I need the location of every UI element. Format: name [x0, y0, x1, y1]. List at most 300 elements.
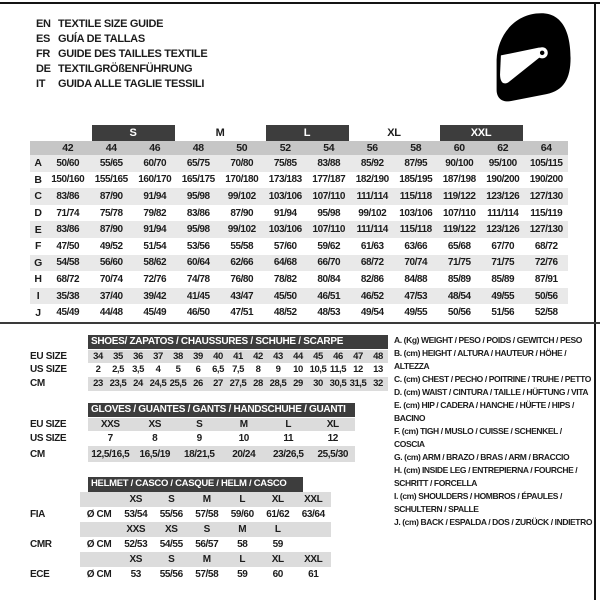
measurement-cell: 70/74: [404, 257, 428, 269]
measurement-cell: 119/122: [443, 224, 476, 236]
measurement-cell: 79/82: [143, 207, 167, 219]
gloves-cm-cell: 23/26,5: [272, 448, 304, 460]
gloves-size-table: [30, 403, 355, 462]
row-key-label: J: [35, 306, 41, 319]
measurement-cell: 103/106: [399, 207, 433, 219]
measurement-cell: 115/119: [530, 207, 563, 219]
gloves-us-cell: 12: [327, 433, 338, 444]
measurement-cell: 71/74: [56, 207, 80, 219]
shoes-us-cell: 13: [373, 364, 383, 376]
measurement-cell: 80/84: [317, 273, 341, 285]
size-header-cell: 64: [540, 142, 552, 154]
shoes-cm-cell: 27: [213, 378, 223, 389]
measurement-cell: 59/62: [317, 240, 341, 252]
shoes-eu-cell: 36: [133, 351, 143, 362]
measurement-cell: 87/95: [404, 157, 428, 169]
measurement-cell: 83/86: [186, 207, 210, 219]
shoes-eu-cell: 42: [253, 351, 263, 362]
table-row: [30, 255, 568, 272]
measurement-cell: 90/100: [445, 157, 474, 169]
cm-label: CM: [30, 377, 88, 391]
measurement-cell: 61/63: [360, 240, 384, 252]
size-group-l: L: [266, 125, 349, 141]
shoes-size-table: [30, 335, 388, 391]
standard-name-label: ECE: [30, 568, 50, 580]
shoes-cm-cell: 28,5: [269, 378, 287, 389]
helmet-size-cell: M: [202, 493, 211, 505]
size-header-cell: 60: [453, 142, 465, 154]
diameter-label: Ø CM: [86, 538, 112, 550]
measurement-cell: 57/60: [273, 240, 297, 252]
size-header-cell: 62: [497, 142, 509, 154]
gloves-cm-cell: 12,5/16,5: [91, 448, 130, 460]
shoes-cm-row: [30, 377, 388, 391]
shoes-eu-cell: 45: [313, 351, 323, 362]
shoes-cm-cell: 23,5: [109, 378, 127, 389]
standard-name-label: FIA: [30, 508, 45, 520]
measurement-cell: 85/89: [447, 273, 471, 285]
table-row: [30, 172, 568, 189]
helmet-size-table: [30, 477, 331, 582]
shoes-us-cell: 3,5: [132, 364, 144, 376]
measurement-cell: 70/74: [99, 273, 123, 285]
size-header-cell: 44: [105, 142, 117, 154]
measurement-cell: 127/130: [529, 224, 563, 236]
size-group-xxl: XXL: [440, 125, 523, 141]
row-key-label: C: [34, 190, 42, 203]
shoes-section-header: SHOES/ ZAPATOS / CHAUSSURES / SCHUHE / SCARPE: [88, 335, 388, 349]
gloves-us-row: [30, 431, 355, 446]
measurement-cell: 187/198: [442, 174, 476, 186]
measurement-cell: 87/90: [99, 224, 123, 236]
shoes-us-row: [30, 363, 388, 377]
legend-item: F. (cm) TIGH / MUSLO / CUISSE / SCHENKEL / COSCIA: [394, 426, 562, 449]
helmet-values-row: [30, 567, 331, 582]
measurement-cell: 83/88: [317, 157, 341, 169]
measurement-cell: 82/86: [360, 273, 384, 285]
gloves-us-cell: 7: [107, 433, 113, 444]
legend-item: A. (Kg) WEIGHT / PESO / POIDS / GEWITCH / PESO: [394, 335, 582, 345]
shoes-eu-cell: 37: [153, 351, 163, 362]
measurement-cell: 47/50: [56, 240, 80, 252]
measurement-cell: 53/56: [186, 240, 210, 252]
shoes-eu-cell: 47: [353, 351, 363, 362]
gloves-us-cell: 10: [238, 433, 249, 444]
shoes-us-cell: 6,5: [212, 364, 224, 376]
measurement-cell: 170/180: [225, 174, 259, 186]
table-row: [30, 238, 568, 255]
measurement-cell: 76/80: [230, 273, 254, 285]
gloves-eu-cell: L: [285, 419, 292, 430]
measurement-cell: 107/110: [443, 207, 476, 219]
measurement-cell: 50/56: [447, 307, 471, 319]
helmet-value-cell: 61/62: [266, 508, 290, 520]
helmet-value-cell: 63/64: [301, 508, 325, 520]
measurement-cell: 190/200: [486, 174, 520, 186]
helmet-size-cell: XS: [129, 553, 143, 565]
table-row: [30, 304, 568, 321]
size-group-m: M: [215, 127, 225, 139]
measurement-legend: [394, 334, 594, 529]
title-language-row: [36, 47, 207, 62]
measurement-cell: 47/53: [404, 290, 428, 302]
row-key-label: G: [34, 256, 42, 269]
group-spacer: [525, 125, 569, 141]
measurement-cell: 95/98: [186, 190, 210, 202]
helmet-value-cell: 52/53: [124, 538, 148, 550]
gloves-eu-cell: M: [239, 419, 248, 430]
measurement-cell: 99/102: [227, 190, 256, 202]
numeric-size-header-row: [30, 141, 568, 155]
legend-item: D. (cm) WAIST / CINTURA / TAILLE / HÜFTUNG / VITA: [394, 387, 589, 397]
measurement-cell: 160/170: [138, 174, 172, 186]
table-row: [30, 288, 568, 305]
title-language-row: [36, 17, 207, 32]
helmet-values-row: [30, 537, 331, 552]
measurement-cell: 99/102: [358, 207, 387, 219]
measurement-cell: 44/48: [99, 307, 123, 319]
size-header-cell: 56: [366, 142, 378, 154]
gloves-cm-row: [30, 446, 355, 462]
measurement-cell: 65/75: [186, 157, 210, 169]
page-title: GUIDA ALLE TAGLIE TESSILI: [58, 78, 205, 90]
size-header-cell: 46: [149, 142, 161, 154]
table-row: [30, 271, 568, 288]
helmet-standards: [30, 492, 331, 582]
shoes-us-cell: 4: [155, 364, 161, 376]
title-language-row: [36, 62, 207, 77]
measurement-cell: 75/85: [273, 157, 297, 169]
measurement-cell: 103/106: [268, 224, 302, 236]
shoes-us-cell: 5: [175, 364, 181, 376]
shoes-cm-cell: 27,5: [229, 378, 247, 389]
shoes-us-cell: 2: [95, 364, 101, 376]
helmet-value-cell: 58: [237, 538, 248, 550]
measurement-cell: 91/94: [143, 224, 167, 236]
helmet-sizes-row: [80, 552, 331, 567]
measurement-cell: 58/62: [143, 257, 167, 269]
measurement-cell: 95/100: [488, 157, 517, 169]
helmet-values-row: [30, 507, 331, 522]
measurement-cell: 48/52: [273, 307, 297, 319]
gloves-us-cell: 8: [152, 433, 158, 444]
helmet-size-cell: L: [274, 523, 281, 535]
helmet-size-cell: XS: [129, 493, 143, 505]
shoes-cm-cell: 30,5: [329, 378, 347, 389]
row-key-label: E: [34, 223, 42, 236]
size-header-cell: 50: [236, 142, 248, 154]
measurement-cell: 47/51: [230, 307, 254, 319]
measurement-cell: 45/49: [56, 307, 80, 319]
measurement-cell: 37/40: [99, 290, 123, 302]
measurement-cell: 43/47: [230, 290, 254, 302]
eu-size-label: EU SIZE: [30, 350, 88, 363]
measurement-cell: 115/118: [399, 190, 432, 202]
measurement-cell: 115/118: [399, 224, 432, 236]
standard-name-label: CMR: [30, 538, 52, 550]
measurement-cell: 85/92: [360, 157, 384, 169]
helmet-size-cell: XS: [164, 523, 178, 535]
measurement-cell: 91/94: [143, 190, 167, 202]
measurement-cell: 99/102: [227, 224, 256, 236]
shoes-eu-cell: 44: [293, 351, 303, 362]
helmet-size-cell: L: [239, 553, 246, 565]
right-border-line: [594, 2, 596, 600]
measurement-cell: 78/82: [273, 273, 297, 285]
table-row: [30, 155, 568, 172]
helmet-size-cell: XXS: [126, 523, 146, 535]
size-group-s: S: [92, 125, 175, 141]
measurement-cell: 48/53: [317, 307, 341, 319]
us-size-label: US SIZE: [30, 433, 67, 444]
measurement-cell: 75/78: [99, 207, 123, 219]
shoes-us-cell: 10,5: [309, 364, 327, 376]
measurement-cell: 68/72: [534, 240, 558, 252]
measurement-cell: 107/110: [312, 190, 345, 202]
helmet-value-cell: 56/57: [195, 538, 219, 550]
row-key-label: H: [34, 273, 42, 286]
measurement-cell: 123/126: [486, 190, 520, 202]
gloves-us-cell: 11: [283, 433, 294, 444]
page-title: GUIDE DES TAILLES TEXTILE: [58, 48, 208, 60]
shoes-eu-cell: 34: [93, 351, 103, 362]
measurement-cell: 111/114: [356, 224, 388, 236]
shoes-eu-cell: 35: [113, 351, 123, 362]
row-key-label: D: [34, 207, 42, 220]
shoes-cm-cell: 30: [313, 378, 323, 389]
title-language-list: [36, 17, 207, 92]
measurement-cell: 68/72: [360, 257, 384, 269]
measurement-cell: 83/86: [56, 190, 80, 202]
helmet-size-cell: M: [202, 553, 211, 565]
measurement-cell: 46/50: [186, 307, 210, 319]
measurement-cell: 46/52: [360, 290, 384, 302]
row-key-label: F: [35, 240, 41, 253]
gloves-cm-cell: 16,5/19: [139, 448, 171, 460]
shoes-us-cell: 9: [275, 364, 281, 376]
row-key-label: B: [34, 173, 42, 186]
measurement-cell: 68/72: [56, 273, 80, 285]
title-language-row: [36, 32, 207, 47]
measurement-cell: 185/195: [399, 174, 433, 186]
shoes-cm-cell: 32: [373, 378, 383, 389]
measurement-cell: 85/89: [491, 273, 515, 285]
measurement-cell: 51/54: [143, 240, 167, 252]
group-spacer: [30, 125, 90, 141]
shoes-eu-cell: 43: [273, 351, 283, 362]
measurement-cell: 87/91: [534, 273, 558, 285]
measurement-cell: 111/114: [487, 207, 519, 219]
helmet-sizes-row: [80, 492, 331, 507]
measurement-cell: 45/50: [273, 290, 297, 302]
measurement-cell: 71/75: [447, 257, 471, 269]
measurement-cell: 49/52: [99, 240, 123, 252]
shoes-us-cell: 12: [353, 364, 363, 376]
measurement-cell: 105/115: [530, 157, 563, 169]
shoes-cm-cell: 24: [133, 378, 143, 389]
measurement-cell: 72/76: [534, 257, 558, 269]
size-group-header-row: [30, 125, 568, 141]
shoes-us-cell: 8: [255, 364, 261, 376]
racing-helmet-icon: [488, 8, 574, 108]
helmet-size-cell: XL: [271, 553, 284, 565]
gloves-eu-row: [30, 418, 355, 431]
measurement-cell: 123/126: [486, 224, 520, 236]
helmet-value-cell: 53: [130, 568, 141, 580]
eu-size-label: EU SIZE: [30, 418, 88, 431]
row-key-label: I: [36, 290, 40, 303]
gloves-eu-cell: S: [196, 419, 203, 430]
helmet-value-cell: 55/56: [159, 568, 183, 580]
measurement-cell: 66/70: [317, 257, 341, 269]
legend-item: C. (cm) CHEST / PECHO / POITRINE / TRUHE / PETTO: [394, 374, 591, 384]
table-row: [30, 188, 568, 205]
measurement-cell: 35/38: [56, 290, 80, 302]
measurement-cell: 119/122: [443, 190, 476, 202]
measurement-cell: 52/58: [534, 307, 558, 319]
shoes-eu-cell: 41: [233, 351, 243, 362]
legend-item: J. (cm) BACK / ESPALDA / DOS / ZURÜCK / INDIETRO: [394, 517, 593, 527]
measurement-cell: 48/54: [447, 290, 471, 302]
gloves-section-header: GLOVES / GUANTES / GANTS / HANDSCHUHE / GUANTI: [88, 403, 355, 417]
size-header-cell: 58: [410, 142, 422, 154]
diameter-label: Ø CM: [86, 568, 112, 580]
measurement-cell: 49/55: [491, 290, 515, 302]
measurement-cell: 60/70: [143, 157, 167, 169]
measurement-cell: 83/86: [56, 224, 80, 236]
measurement-cell: 45/49: [143, 307, 167, 319]
measurement-cell: 55/65: [99, 157, 123, 169]
page-title: TEXTILGRÖßENFÜHRUNG: [58, 63, 193, 75]
helmet-value-cell: 59: [272, 538, 283, 550]
helmet-value-cell: 53/54: [124, 508, 148, 520]
shoes-cm-cell: 28: [253, 378, 263, 389]
title-language-row: [36, 77, 207, 92]
language-code: DE: [36, 63, 51, 75]
shoes-us-cell: 2,5: [112, 364, 124, 376]
language-code: IT: [36, 78, 46, 90]
helmet-size-cell: L: [239, 493, 246, 505]
measurement-cell: 74/78: [186, 273, 210, 285]
section-divider-line: [0, 322, 600, 324]
measurement-cell: 95/98: [186, 224, 210, 236]
measurement-cell: 56/60: [99, 257, 123, 269]
legend-item: H. (cm) INSIDE LEG / ENTREPIERNA / FOURCHE / SCHRITT / FORCELLA: [394, 465, 578, 488]
size-header-cell: 54: [323, 142, 335, 154]
shoes-eu-cell: 40: [213, 351, 223, 362]
shoes-us-cell: 10: [293, 364, 303, 376]
measurement-cell: 60/64: [186, 257, 210, 269]
helmet-value-cell: 57/58: [195, 508, 219, 520]
size-header-cell: 42: [62, 142, 74, 154]
measurement-cell: 182/190: [355, 174, 389, 186]
helmet-value-cell: 57/58: [195, 568, 219, 580]
measurement-cell: 87/90: [230, 207, 254, 219]
helmet-value-cell: 59: [237, 568, 248, 580]
measurement-cell: 72/76: [143, 273, 167, 285]
measurement-cell: 49/55: [404, 307, 428, 319]
size-header-cell: 48: [192, 142, 204, 154]
measurement-cell: 71/75: [491, 257, 515, 269]
page-title: TEXTILE SIZE GUIDE: [58, 18, 164, 30]
measurement-cell: 49/54: [360, 307, 384, 319]
size-group-xl: XL: [387, 127, 401, 139]
measurement-cell: 111/114: [356, 190, 388, 202]
language-code: EN: [36, 18, 51, 30]
measurement-cell: 62/66: [230, 257, 254, 269]
language-code: ES: [36, 33, 51, 45]
legend-item: E. (cm) HIP / CADERA / HANCHE / HÜFTE / HIPS / BACINO: [394, 400, 574, 423]
helmet-size-cell: XL: [271, 493, 284, 505]
shoes-eu-cell: 46: [333, 351, 343, 362]
shoes-eu-cell: 38: [173, 351, 183, 362]
gloves-eu-cell: XL: [326, 419, 339, 430]
measurement-cell: 91/94: [273, 207, 297, 219]
shoes-eu-row: [30, 350, 388, 363]
row-key-label: A: [34, 157, 42, 170]
helmet-section-header: HELMET / CASCO / CASQUE / HELM / CASCO: [88, 477, 303, 492]
measurement-cell: 87/90: [99, 190, 123, 202]
cm-label: CM: [30, 446, 88, 462]
top-border-line: [0, 2, 600, 4]
helmet-value-cell: 60: [272, 568, 283, 580]
legend-item: B. (cm) HEIGHT / ALTURA / HAUTEUR / HÖHE / ALTEZZA: [394, 348, 567, 371]
measurement-cell: 155/165: [94, 174, 128, 186]
diameter-label: Ø CM: [86, 508, 112, 520]
gloves-cm-cell: 20/24: [232, 448, 256, 460]
measurement-cell: 150/160: [51, 174, 85, 186]
helmet-size-cell: S: [203, 523, 210, 535]
shoes-cm-cell: 29: [293, 378, 303, 389]
helmet-value-cell: 61: [308, 568, 319, 580]
measurement-cell: 107/110: [312, 224, 345, 236]
table-row: [30, 221, 568, 238]
helmet-size-cell: M: [238, 523, 247, 535]
measurement-cell: 103/106: [268, 190, 302, 202]
measurement-cell: 65/68: [447, 240, 471, 252]
measurement-cell: 64/68: [273, 257, 297, 269]
page-title: GUÍA DE TALLAS: [58, 33, 145, 45]
helmet-value-cell: 59/60: [230, 508, 254, 520]
shoes-cm-cell: 24,5: [149, 378, 167, 389]
textile-size-table: [30, 125, 568, 321]
measurement-cell: 50/56: [534, 290, 558, 302]
legend-item: I. (cm) SHOULDERS / HOMBROS / ÉPAULES / SCHULTERN / SPALLE: [394, 491, 562, 514]
gloves-cm-cell: 25,5/30: [317, 448, 349, 460]
measurement-rows: [30, 155, 568, 321]
measurement-cell: 165/175: [181, 174, 215, 186]
measurement-cell: 67/70: [491, 240, 515, 252]
table-row: [30, 205, 568, 222]
helmet-sizes-row: [80, 522, 331, 537]
shoes-eu-cell: 39: [193, 351, 203, 362]
measurement-cell: 51/56: [491, 307, 515, 319]
measurement-cell: 55/58: [230, 240, 254, 252]
helmet-size-cell: XXL: [304, 493, 323, 505]
measurement-cell: 70/80: [230, 157, 254, 169]
shoes-cm-cell: 31,5: [349, 378, 367, 389]
helmet-size-cell: S: [168, 493, 175, 505]
measurement-cell: 127/130: [529, 190, 563, 202]
measurement-cell: 39/42: [143, 290, 167, 302]
gloves-eu-cell: XS: [148, 419, 162, 430]
gloves-us-cell: 9: [196, 433, 202, 444]
shoes-us-cell: 7,5: [232, 364, 244, 376]
measurement-cell: 173/183: [268, 174, 302, 186]
measurement-cell: 41/45: [186, 290, 210, 302]
helmet-value-cell: 55/56: [159, 508, 183, 520]
gloves-cm-cell: 18/21,5: [183, 448, 215, 460]
